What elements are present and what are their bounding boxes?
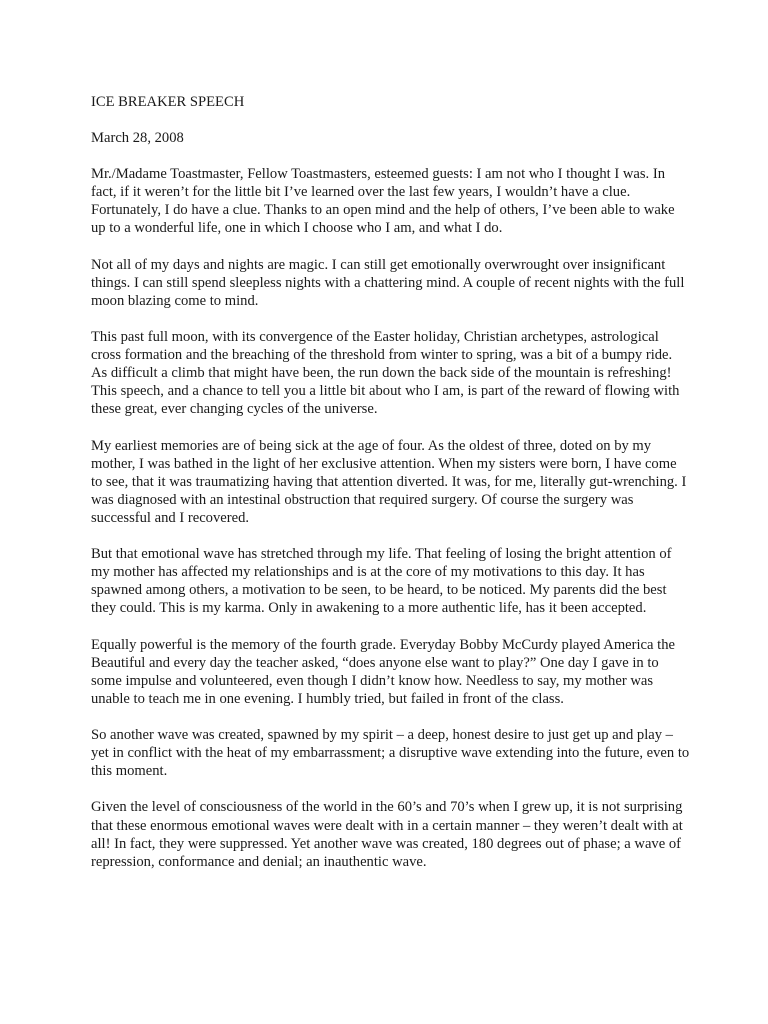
paragraph-1: Mr./Madame Toastmaster, Fellow Toastmasters, esteemed guests: I am not who I thought I was. In fact, if it weren’t for the little bit I’ve learned over the last few years, I wouldn’t have a clue. Fortunately, I do have a clue. Thanks to an open mind and the help of others, I’ve been able to wake up to a wonderful life, one in which I choose who I am, and what I do. [91,166,675,237]
paragraph-3: This past full moon, with its convergence of the Easter holiday, Christian archetypes, astrological cross formation and the breaching of the threshold from winter to spring, was a bit of a bumpy ride. As difficult a climb that might have been, the run down the back side of the mountain is refreshing! This speech, and a chance to tell you a little bit about who I am, is part of the reward of flowing with these great, ever changing cycles of the universe. [91,329,680,418]
paragraph-2: Not all of my days and nights are magic. I can still get emotionally overwrought over insignificant things. I can still spend sleepless nights with a chattering mind. A couple of recent nights with the full moon blazing come to mind. [91,256,685,309]
document-date: March 28, 2008 [91,130,184,147]
paragraph-6: Equally powerful is the memory of the fourth grade. Everyday Bobby McCurdy played America the Beautiful and every day the teacher asked, “does anyone else want to play?” One day I gave in to some impulse and volunteered, even though I didn’t know how. Needless to say, my mother was unable to teach me in one evening. I humbly tried, but failed in front of the class. [91,636,675,707]
document-title: ICE BREAKER SPEECH [91,94,245,110]
paragraph-5: But that emotional wave has stretched through my life. That feeling of losing the bright attention of my mother has affected my relationships and is at the core of my motivations to this day. It has spawned among others, a motivation to be seen, to be heard, to be noticed. My parents did the best they could. This is my karma. Only in awakening to a more authentic life, has it been accepted. [91,546,672,617]
paragraph-7: So another wave was created, spawned by my spirit – a deep, honest desire to just get up and play – yet in conflict with the heat of my embarrassment; a disruptive wave extending into the future, even to this moment. [91,727,690,780]
document-body [91,93,691,889]
paragraph-8: Given the level of consciousness of the world in the 60’s and 70’s when I grew up, it is not surprising that these enormous emotional waves were dealt with in a certain manner – they weren’t dealt with at all! In fact, they were suppressed. Yet another wave was created, 180 degrees out of phase; a wave of repression, conformance and denial; an inauthentic wave. [91,799,683,870]
paragraph-4: My earliest memories are of being sick at the age of four. As the oldest of three, doted on by my mother, I was bathed in the light of her exclusive attention. When my sisters were born, I have come to see, that it was traumatizing having that attention diverted. It was, for me, literally gut-wrenching. I was diagnosed with an intestinal obstruction that required surgery. Of course the surgery was successful and I recovered. [91,437,687,526]
